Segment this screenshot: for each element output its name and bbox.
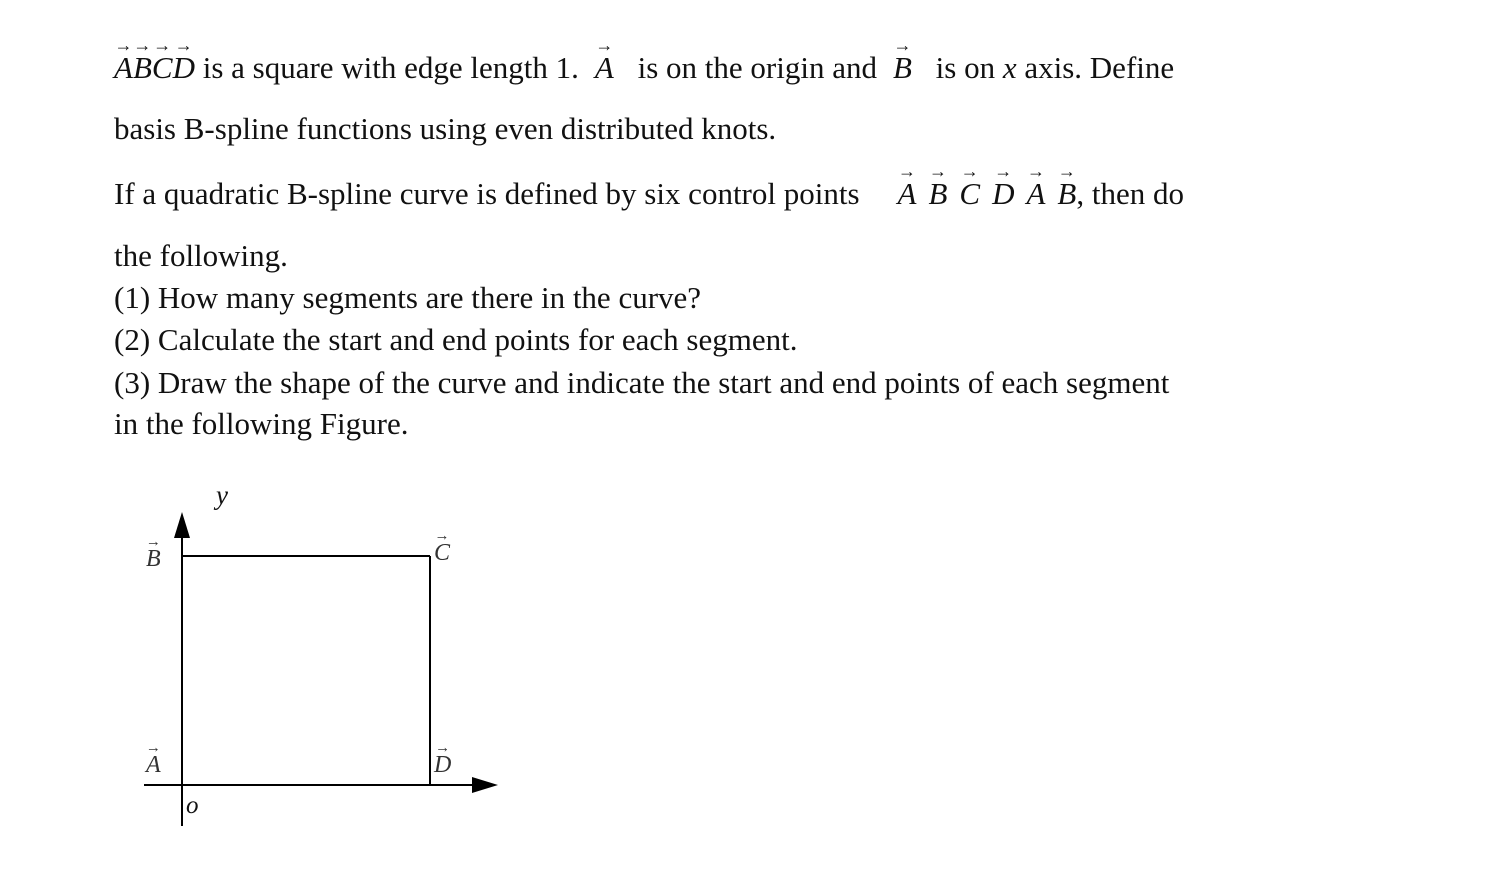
problem-line-1 [114,52,1174,83]
text-axis-define: axis. Define [1016,50,1175,85]
question-2: (2) Calculate the start and end points for each segment. [114,322,798,357]
text-is-on: is on [927,50,1003,85]
text-quadratic-curve: If a quadratic B-spline curve is defined by six control points [114,176,860,211]
origin-label: o [186,792,199,819]
point-c-label: → C [434,540,450,567]
control-point-2: → B [928,178,947,209]
question-3: (3) Draw the shape of the curve and indicate the start and end points of each segment [114,365,1170,400]
control-point-4: → D [992,178,1014,209]
y-axis-arrow [174,512,190,538]
vector-a: → A [114,52,133,83]
point-b-label: → B [146,546,161,573]
point-a-label: → A [146,752,161,779]
text-square-edge: is a square with edge length 1. [194,50,579,85]
point-d-label: → D [434,752,451,779]
x-variable: x [1002,50,1017,85]
problem-line-2: basis B-spline functions using even distributed knots. [114,111,777,146]
figure-drawing [100,470,520,840]
vector-a-origin: → A [595,52,614,83]
square-figure [100,470,520,840]
question-1: (1) How many segments are there in the curve? [114,280,702,315]
control-point-3: → C [959,178,980,209]
y-axis-label: y [216,480,228,510]
text-then-do: , then do [1076,176,1184,211]
vector-c: → C [152,52,173,83]
control-point-6: → B [1057,178,1076,209]
text-origin: is on the origin and [629,50,877,85]
question-3-continued: in the following Figure. [114,406,409,441]
vector-b-axis: → B [893,52,912,83]
problem-line-4: the following. [114,238,288,273]
control-point-5: → A [1026,178,1045,209]
vector-d: → D [173,52,195,83]
control-point-1: → A [898,178,917,209]
vector-b: → B [133,52,152,83]
x-axis-arrow [472,777,498,793]
problem-line-3 [114,178,1184,209]
